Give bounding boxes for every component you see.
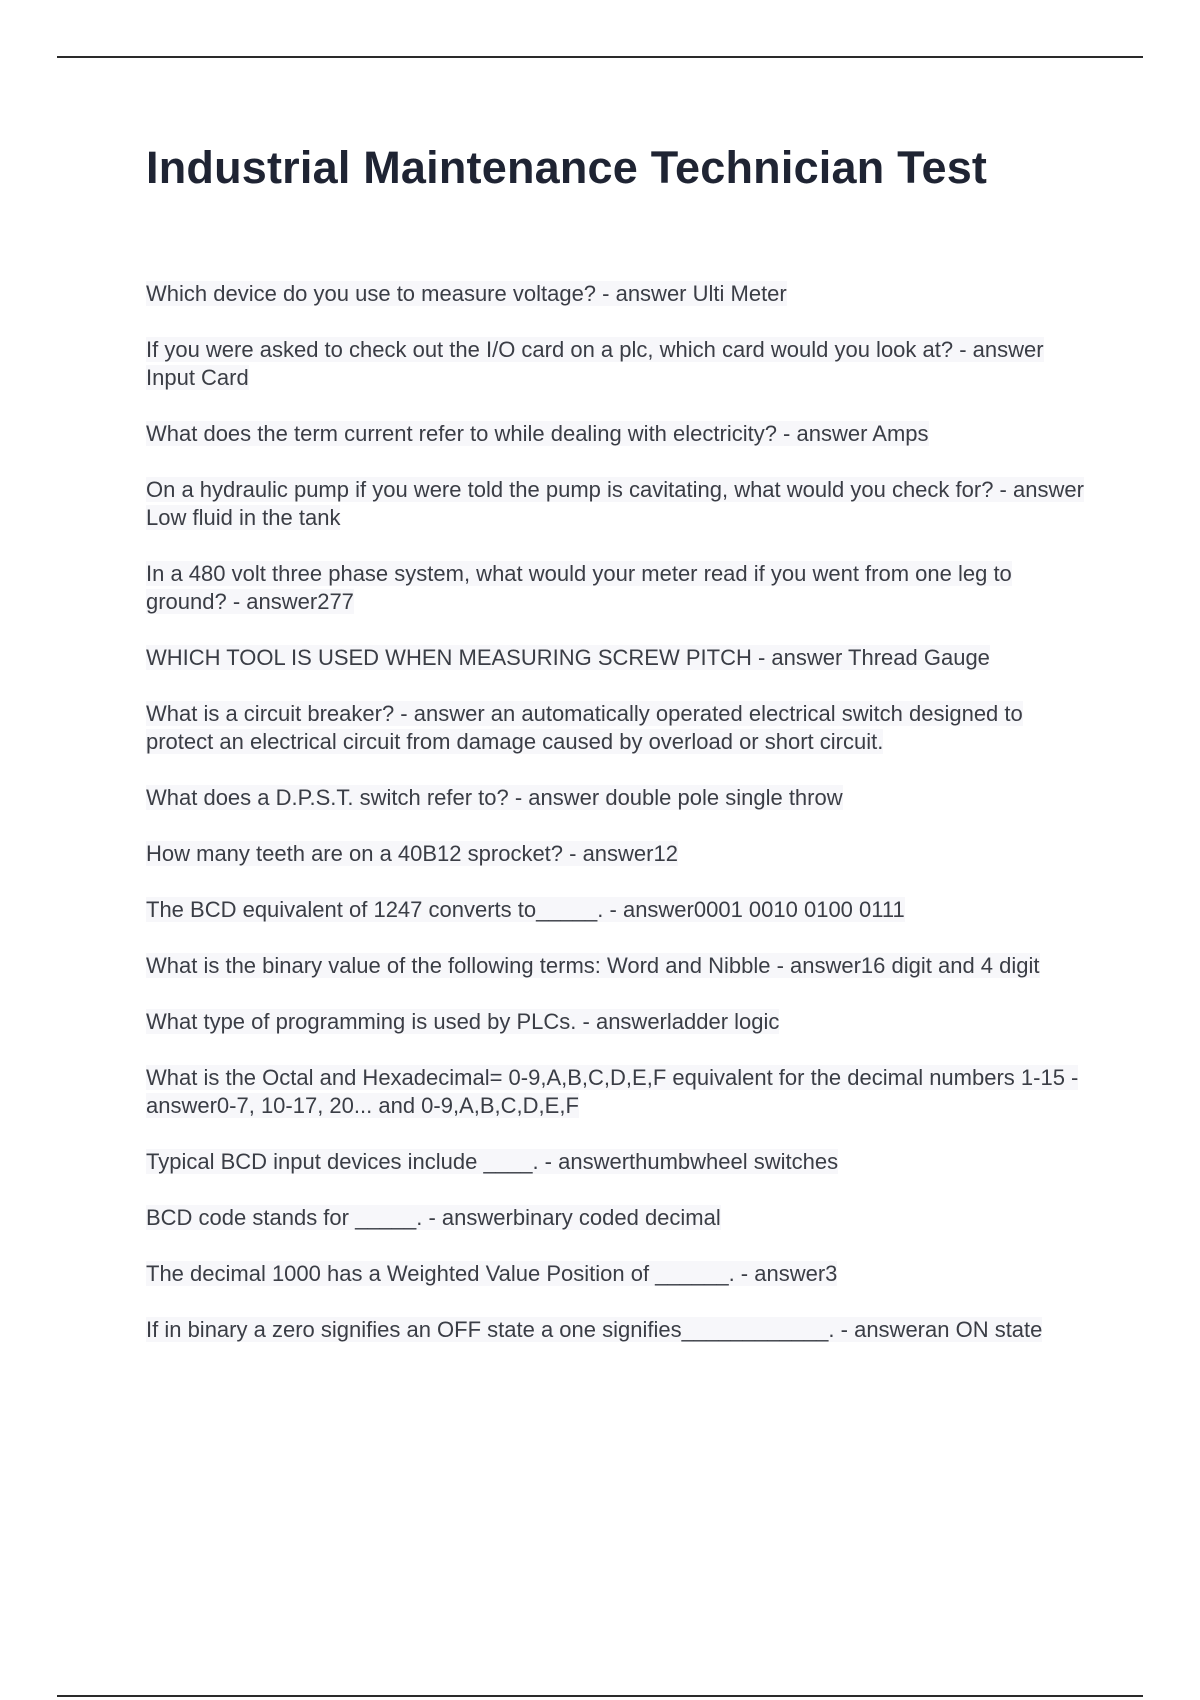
- qa-item: [146, 700, 1086, 756]
- qa-item: [146, 784, 1086, 812]
- qa-item: [146, 952, 1086, 980]
- qa-item: [146, 1204, 1086, 1232]
- document-title: Industrial Maintenance Technician Test: [146, 142, 988, 193]
- qa-item-text: Typical BCD input devices include ____. - answerthumbwheel switches: [146, 1149, 839, 1174]
- qa-item: [146, 560, 1086, 616]
- qa-item: [146, 1064, 1086, 1120]
- qa-item: [146, 1008, 1086, 1036]
- qa-item: [146, 896, 1086, 924]
- qa-item-text: If in binary a zero signifies an OFF state a one signifies____________. - answeran ON state: [146, 1317, 1043, 1342]
- qa-item-text: What type of programming is used by PLCs. - answerladder logic: [146, 1009, 780, 1034]
- qa-list: [146, 280, 1086, 1344]
- qa-item-text: What is the Octal and Hexadecimal= 0-9,A,B,C,D,E,F equivalent for the decimal numbers 1-15 - answer0-7, 10-17, 20... and 0-9,A,B,C,D,E,F: [146, 1065, 1079, 1118]
- qa-item: [146, 280, 1086, 308]
- top-rule: [57, 56, 1143, 58]
- qa-item-text: On a hydraulic pump if you were told the pump is cavitating, what would you check for? - answer Low fluid in the tank: [146, 477, 1084, 530]
- qa-item-text: How many teeth are on a 40B12 sprocket? - answer12: [146, 841, 678, 866]
- qa-item-text: If you were asked to check out the I/O card on a plc, which card would you look at? - answer Input Card: [146, 337, 1044, 390]
- qa-item-text: Which device do you use to measure voltage? - answer Ulti Meter: [146, 281, 787, 306]
- qa-item-text: What is a circuit breaker? - answer an automatically operated electrical switch designed to protect an electrical circuit from damage caused by overload or short circuit.: [146, 701, 1023, 754]
- qa-item-text: The BCD equivalent of 1247 converts to_____. - answer0001 0010 0100 0111: [146, 897, 905, 922]
- qa-item: [146, 1148, 1086, 1176]
- qa-item-text: The decimal 1000 has a Weighted Value Position of ______. - answer3: [146, 1261, 838, 1286]
- document-body: [146, 140, 1086, 1372]
- qa-item-text: What does the term current refer to while dealing with electricity? - answer Amps: [146, 421, 929, 446]
- qa-item: [146, 420, 1086, 448]
- qa-item: [146, 1260, 1086, 1288]
- qa-item: [146, 1316, 1086, 1344]
- qa-item-text: What does a D.P.S.T. switch refer to? - answer double pole single throw: [146, 785, 843, 810]
- qa-item-text: BCD code stands for _____. - answerbinary coded decimal: [146, 1205, 721, 1230]
- qa-item-text: In a 480 volt three phase system, what would your meter read if you went from one leg to ground? - answer277: [146, 561, 1012, 614]
- qa-item: [146, 476, 1086, 532]
- qa-item: [146, 840, 1086, 868]
- qa-item-text: WHICH TOOL IS USED WHEN MEASURING SCREW PITCH - answer Thread Gauge: [146, 645, 990, 670]
- qa-item: [146, 336, 1086, 392]
- qa-item-text: What is the binary value of the following terms: Word and Nibble - answer16 digit and 4 digit: [146, 953, 1040, 978]
- bottom-rule: [57, 1695, 1143, 1697]
- qa-item: [146, 644, 1086, 672]
